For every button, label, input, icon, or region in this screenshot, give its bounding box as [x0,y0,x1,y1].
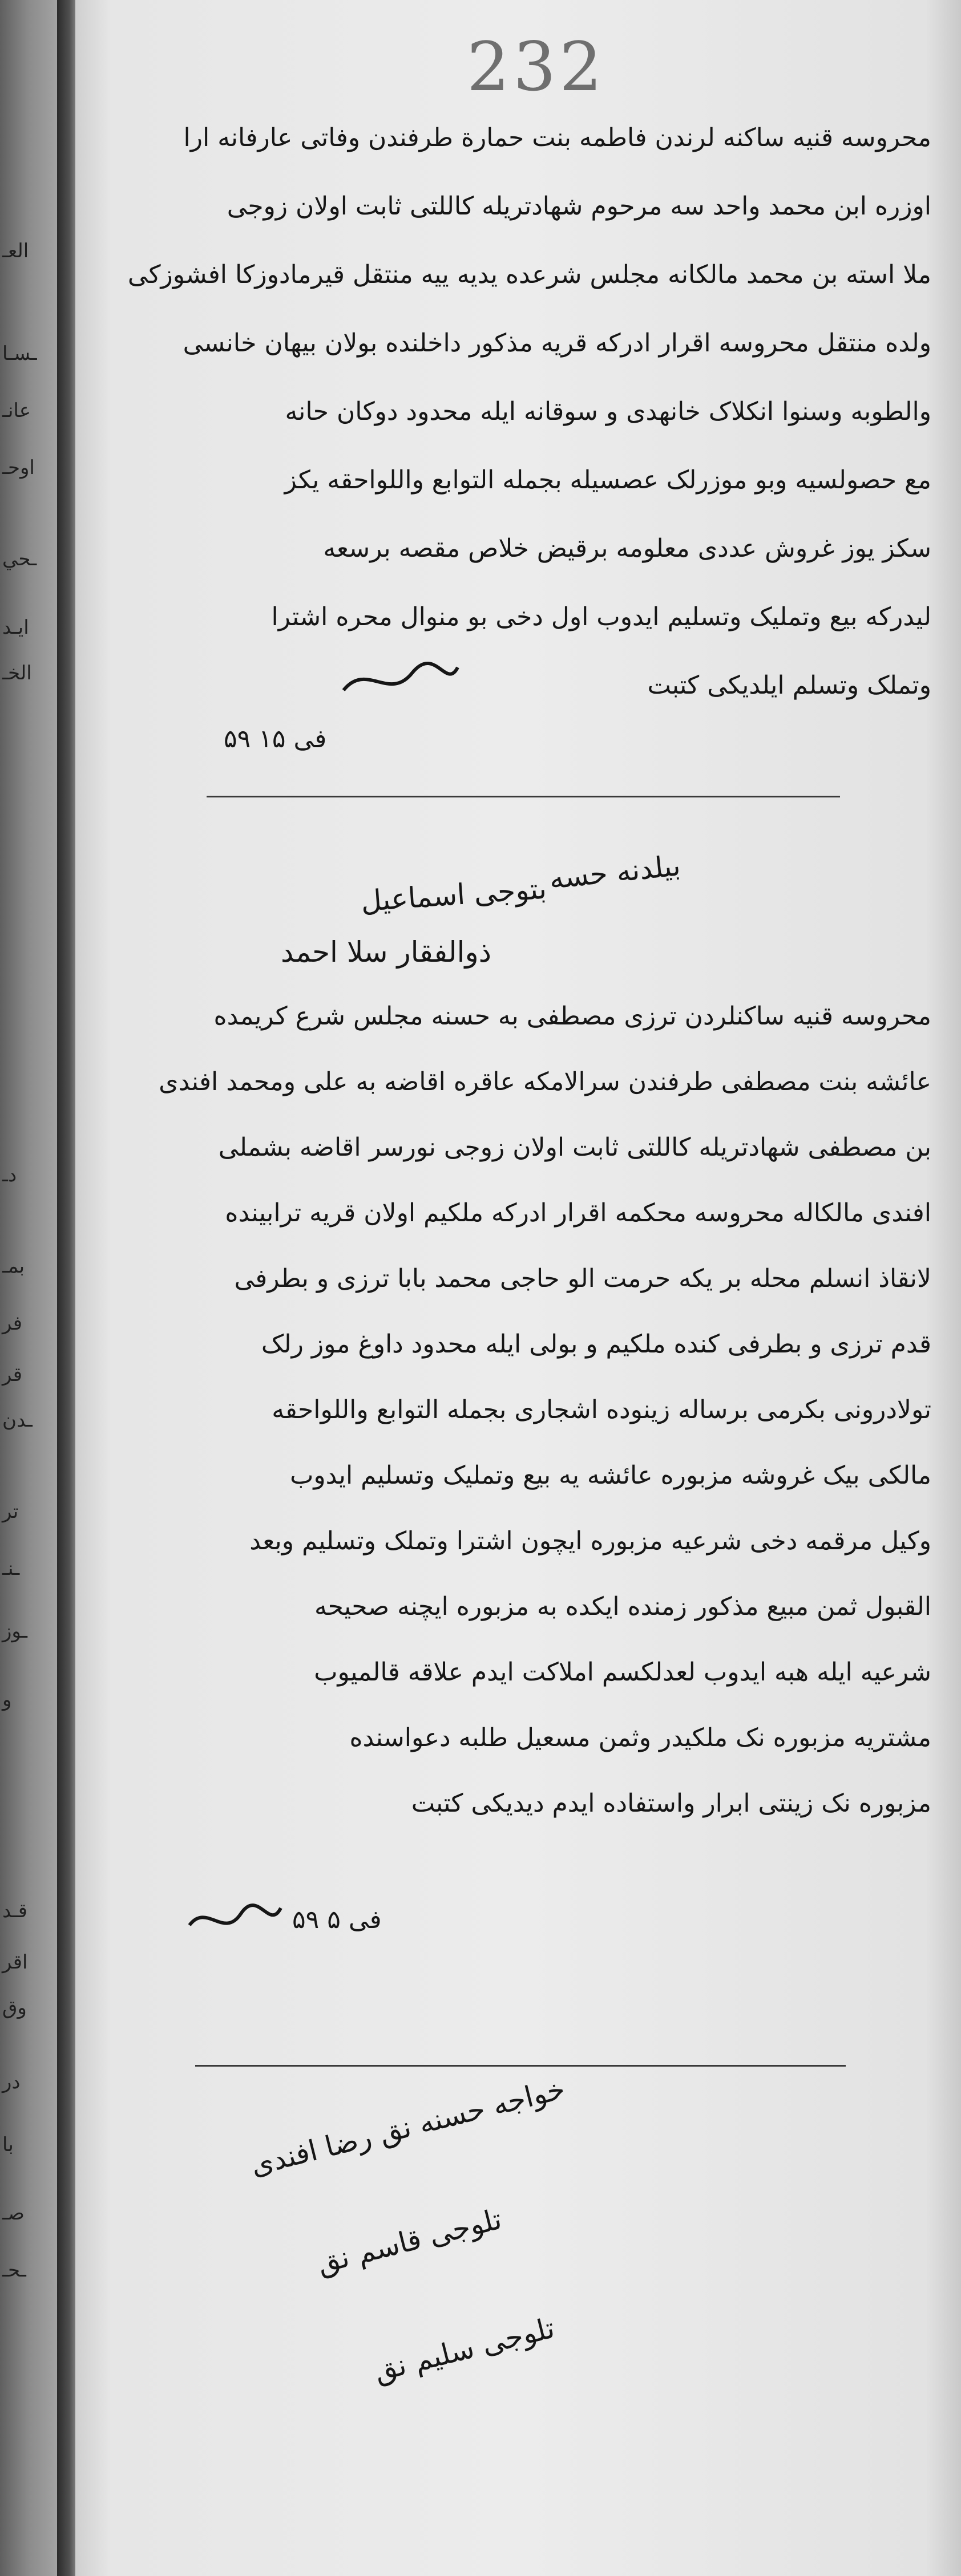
left-margin-fragment: دـ [2,1164,17,1186]
entry-divider [207,796,840,797]
entry-2-line: افندی مالکاله محروسه محکمه اقرار ادرکه ملکیم اولان قریه ترابینده [225,1198,931,1228]
entry-divider [195,2065,846,2067]
record-entry-2 [87,1004,931,1939]
witness-line-3: تلوجی سلیم نق [370,2311,558,2388]
left-margin-fragment: ـحـ [2,2259,26,2282]
entry-1-line: لیدرکه بیع وتملیک وتسلیم ایدوب اول دخی بو منوال محره اشترا [271,602,931,631]
left-margin-fragment: ـسـا [2,342,37,365]
entry-2-heading-right: بیلدنه حسه [547,849,683,896]
entry-2-line: عائشه بنت مصطفی طرفندن سرالامکه عاقره اقاضه به علی ومحمد افندی [159,1067,931,1096]
entry-2-line: مالکی بیک غروشه مزبوره عائشه یه بیع وتملیک وتسلیم ایدوب [289,1461,931,1490]
entry-2-heading-center: بتوجی اسماعیل [360,872,548,918]
left-margin-fragment: بمـ [2,1255,25,1278]
left-margin-fragment: ـحي [2,548,37,570]
entry-2-line: وکیل مرقمه دخی شرعیه مزبوره ایچون اشترا وتملک وتسلیم وبعد [249,1526,931,1556]
entry-2-line: قدم ترزی و بطرفی کنده ملکیم و بولی ایله محدود داوغ موز رلک [261,1330,931,1359]
entry-1-line: اوزره ابن محمد واحد سه مرحوم شهادتریله کاللتی ثابت اولان زوجی [227,192,931,221]
left-margin-fragment: العـ [2,240,29,262]
entry-2-line: تولادرونی بکرمی برساله زینوده اشجاری بجمله التوابع واللواحقه [272,1395,931,1424]
entry-1-line: محروسه قنیه ساکنه لرندن فاطمه بنت حمارة طرفندن وفاتی عارفانه ارا [183,123,931,152]
book-gutter [57,0,78,2576]
entry-2-line: لانقاذ انسلم محله بر یکه حرمت الو حاجی محمد بابا ترزی و بطرفی [234,1264,931,1293]
left-margin-fragment: فر [2,1312,23,1335]
entry-1-line: سکز یوز غروش عددی معلومه برقیض خلاص مقصه برسعه [323,534,931,563]
entry-2-line: بن مصطفی شهادتریله کاللتی ثابت اولان زوجی نورسر اقاضه بشملی [218,1133,931,1162]
entry-2-line: محروسه قنیه ساکنلردن ترزی مصطفی به حسنه مجلس شرع کریمده [213,1002,931,1031]
folio-number: 232 [467,27,606,106]
record-entry-1 [87,125,931,730]
left-margin-fragment: ايـد [2,616,29,639]
adjacent-page-strip [0,0,64,2576]
witness-line-1: خواجه حسنه نق رضا افندی [247,2072,568,2182]
left-margin-fragment: و [2,1688,12,1711]
left-margin-fragment: وق [2,1996,27,2019]
left-margin-fragment: اقر [2,1951,28,1974]
left-margin-fragment: در [2,2071,21,2093]
left-margin-fragment: تر [2,1500,19,1523]
left-margin-fragment: اوحـ [2,456,35,479]
entry-1-scribe-flourish [338,656,463,707]
entry-1-line: ملا استه بن محمد مالکانه مجلس شرعده یدیه ییه منتقل قیرمادوزکا افشوزکی [127,260,931,289]
left-margin-fragment: عانـ [2,399,31,422]
left-margin-fragment: صـ [2,2202,25,2225]
entry-1-line: ولده منتقل محروسه اقرار ادرکه قریه مذکور داخلنده بولان بیهان خانسی [183,329,931,358]
left-margin-fragment: ـنـ [2,1557,20,1580]
left-margin-fragment: با [2,2133,14,2156]
left-margin-fragment: ـدن [2,1409,33,1432]
witness-line-2: تلوجی قاسم نق [313,2202,505,2281]
entry-1-date-mark: فی ۱۵ ۵۹ [224,724,327,754]
entry-2-heading-left: ذوالفقار سلا احمد [281,935,491,969]
entry-2-line: شرعیه ایله هبه ایدوب لعدلکسم املاکت ایدم علاقه قالمیوب [314,1658,931,1687]
entry-2-line: مشتریه مزبوره نک ملکیدر وثمن مسعیل طلبه دعواسنده [349,1723,931,1752]
entry-2-scribe-flourish [184,1894,286,1945]
left-margin-fragment: ـوز [2,1620,27,1643]
entry-1-line: والطوبه وسنوا انکلاک خانهدی و سوقانه ایله محدود دوکان حانه [285,397,931,426]
entry-2-date-mark: فی ۵ ۵۹ [292,1905,382,1934]
entry-2-line: مزبوره نک زینتی ابرار واستفاده ایدم دیدیکی کتبت [411,1789,931,1818]
left-margin-fragment: قـد [2,1899,28,1922]
entry-1-line: وتملک وتسلم ایلدیکی کتبت [647,671,931,700]
left-margin-fragment: الخـ [2,662,32,684]
ledger-page [75,0,961,2576]
entry-1-line: مع حصولسیه وبو موزرلک عصسیله بجمله التوابع واللواحقه یکز [284,465,931,495]
entry-2-line: القبول ثمن مبیع مذکور زمنده ایکده به مزبوره ایچنه صحیحه [314,1592,931,1621]
left-margin-fragment: قر [2,1363,23,1386]
